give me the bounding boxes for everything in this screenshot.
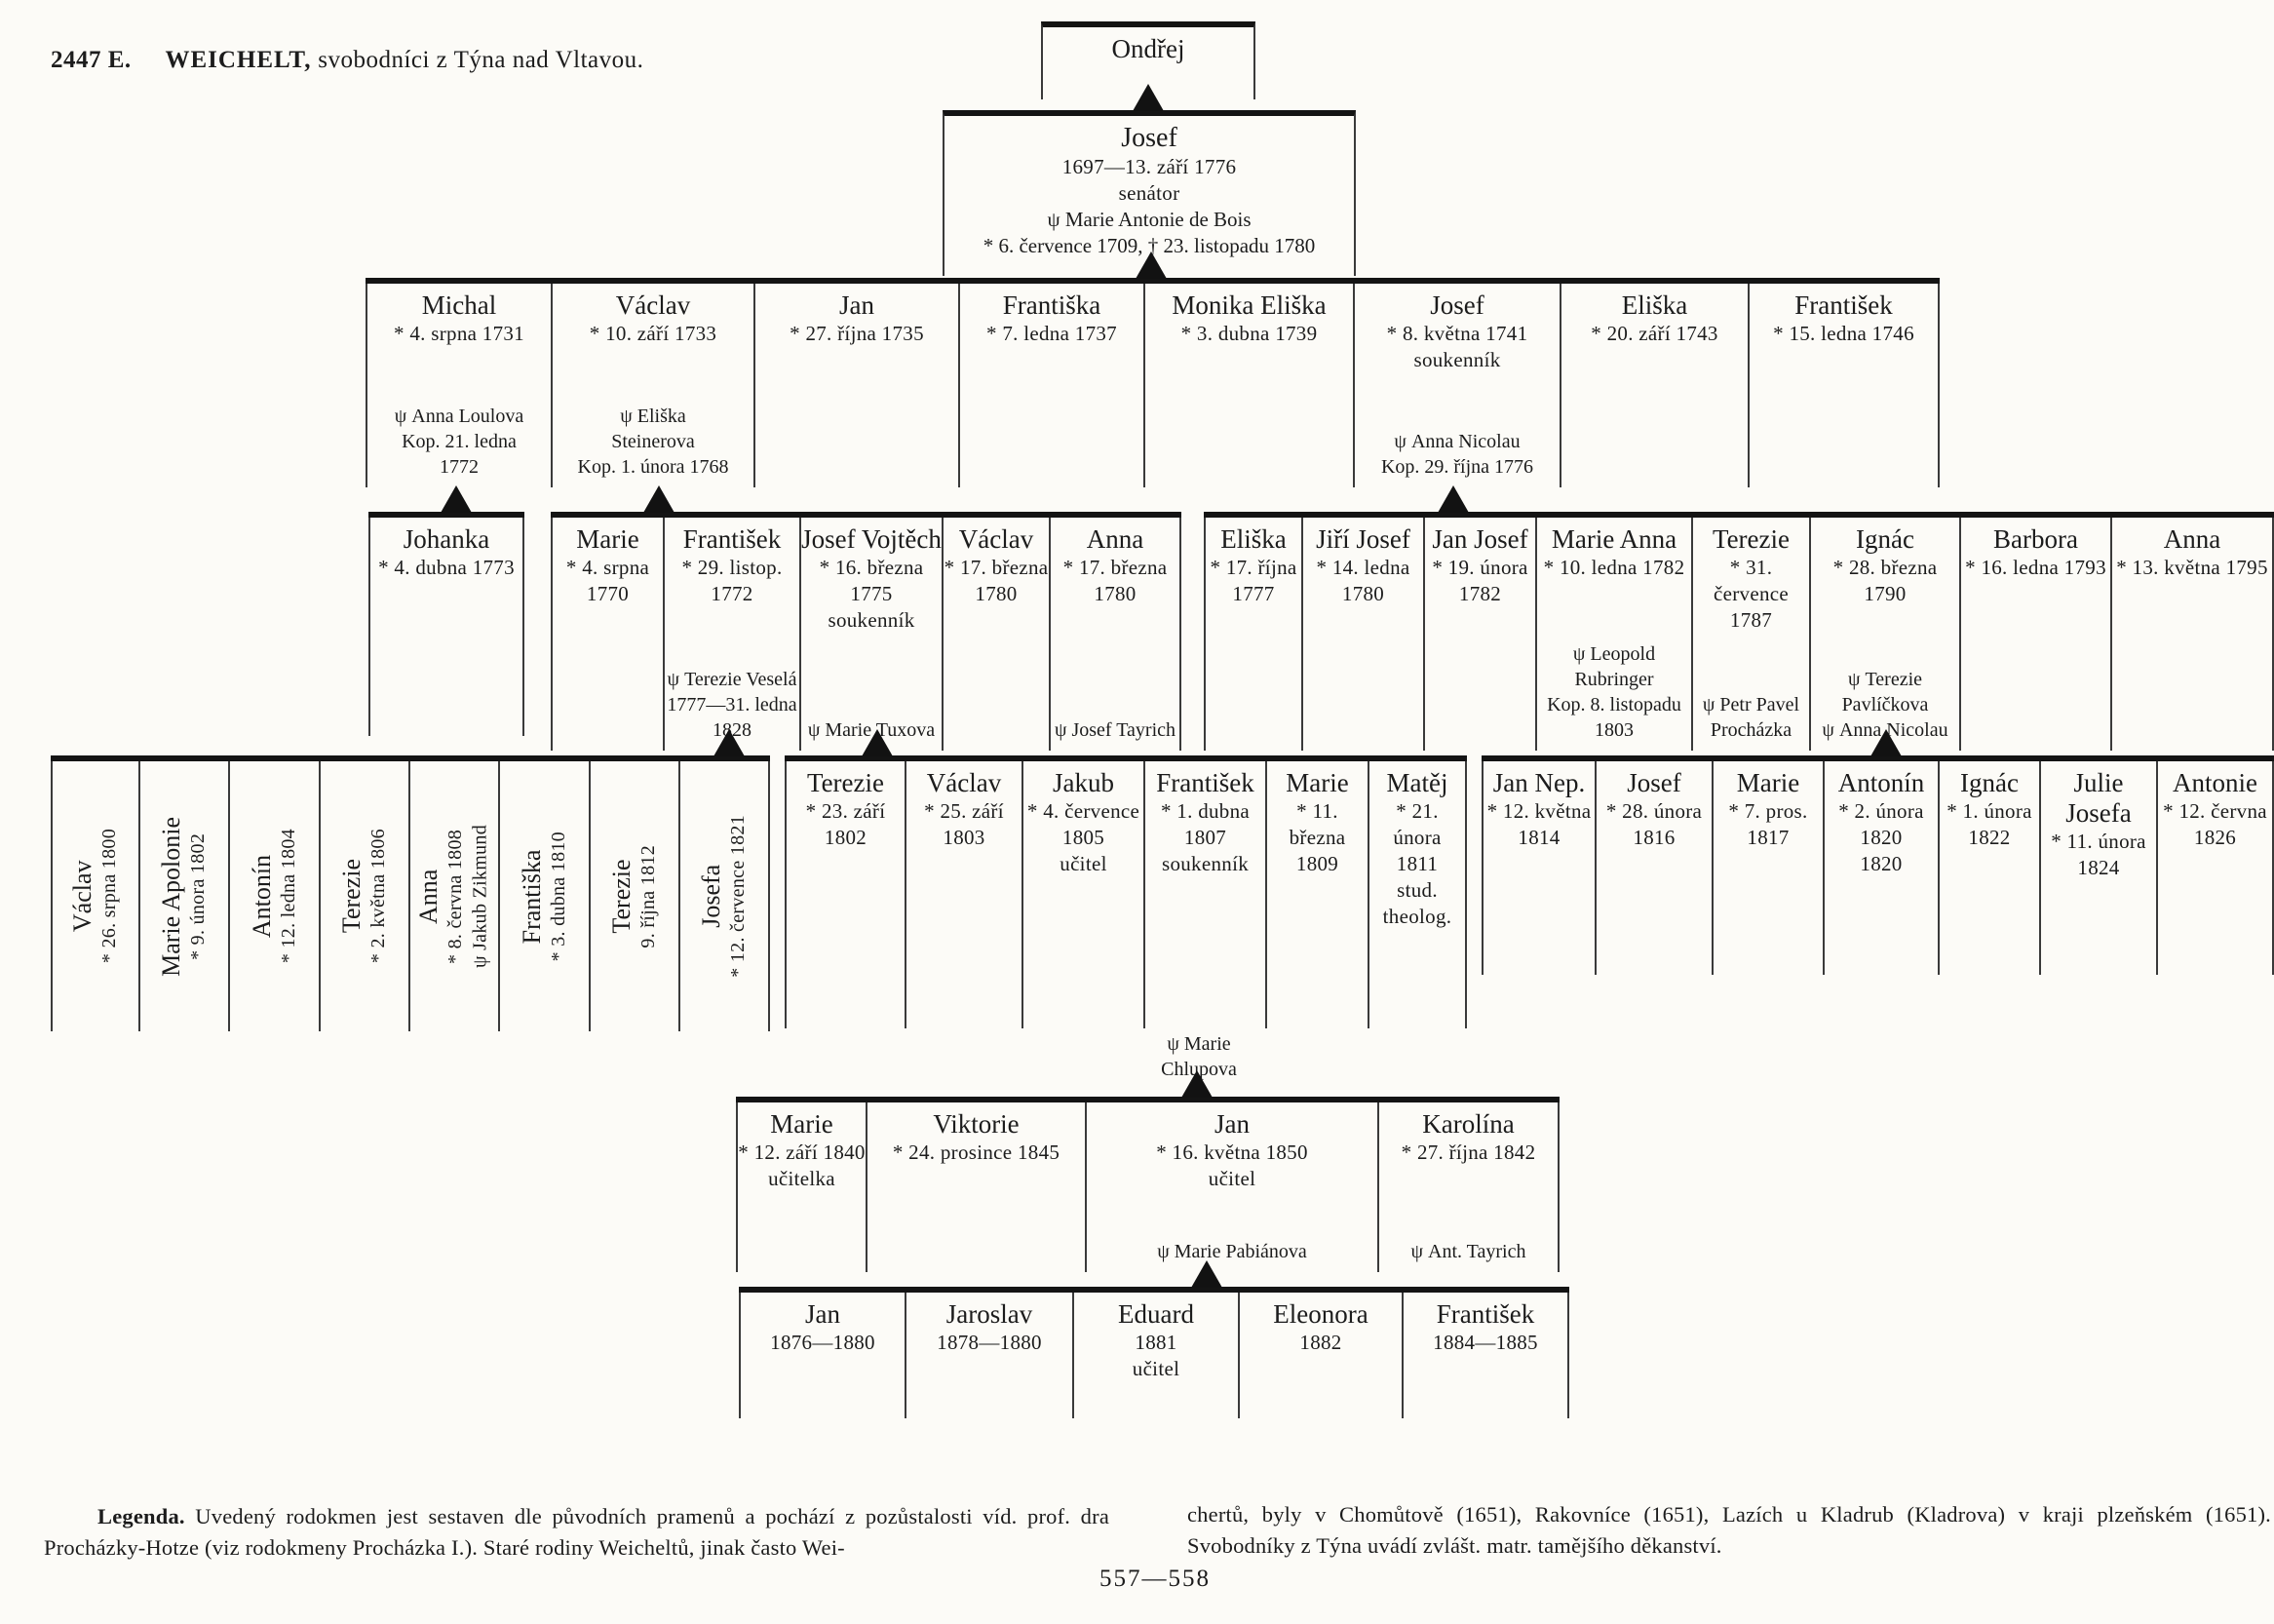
person-cell (1597, 761, 1714, 975)
spouse-note: ψ Terezie Veselá 1777—31. ledna 1828 (667, 669, 797, 741)
person-detail: * 28. března 1790 (1832, 556, 1938, 605)
person-detail: senátor (1118, 181, 1180, 206)
spouse-note: ψ Leopold Rubringer Kop. 8. listopadu 1803 (1547, 643, 1681, 741)
person-name: František (1794, 290, 1893, 320)
person-cell (1750, 284, 1940, 487)
person-detail: * 9. února 1802 (187, 832, 210, 960)
person-detail: * 11. března (1289, 799, 1346, 849)
person-name: Antonín (247, 854, 276, 939)
person-detail: * 8. května 1741 (1386, 322, 1528, 346)
person-cell (1267, 761, 1369, 1028)
person-cell (500, 761, 591, 1031)
person-name: Františka (517, 849, 546, 944)
person-cell (51, 761, 140, 1031)
person-name: Anna (2163, 524, 2221, 554)
person-detail: * 23. září 1802 (805, 799, 886, 849)
person-detail: * 12. září 1840 (738, 1141, 866, 1165)
person-detail: učitel (1060, 851, 1107, 875)
person-name: Václav (958, 524, 1034, 554)
descent-triangle-icon (713, 729, 745, 756)
person-name: Ignác (1856, 524, 1914, 554)
person-detail: 1820 (1860, 851, 1903, 875)
person-name: Terezie (806, 768, 885, 797)
person-cell (1537, 518, 1693, 751)
person-cell (1714, 761, 1825, 975)
person-detail: 1811 (1396, 851, 1439, 875)
person-cell (366, 284, 553, 487)
person-detail: * 16. ledna 1793 (1965, 556, 2106, 580)
person-name: Marie (1736, 768, 1800, 797)
person-detail: * 21. února (1393, 799, 1442, 849)
person-detail: učitel (1208, 1166, 1256, 1190)
person-detail: 1697—13. září 1776 (1061, 155, 1237, 179)
person-cell (1145, 761, 1267, 1028)
person-cell (1961, 518, 2112, 751)
person-detail: * 1. dubna (1160, 799, 1251, 824)
person-detail: * 19. února (1432, 556, 1528, 580)
person-detail: 1809 (1295, 851, 1339, 875)
person-detail: ψ Jakub Zikmund (469, 824, 491, 968)
person-cell (867, 1102, 1087, 1272)
person-detail: * 20. září 1743 (1591, 322, 1718, 346)
person-detail: 1881 (1135, 1331, 1177, 1355)
person-detail: * 28. února (1605, 799, 1703, 824)
person-detail: stud. theolog. (1382, 877, 1452, 928)
family-name: WEICHELT, (165, 47, 312, 73)
person-detail: soukenník (828, 607, 915, 632)
person-cell (1023, 761, 1145, 1028)
person-detail: * 3. dubna 1739 (1180, 322, 1318, 346)
person-name: Eleonora (1273, 1299, 1368, 1329)
person-cell (680, 761, 770, 1031)
descent-triangle-icon (1438, 485, 1469, 513)
person-cell (591, 761, 680, 1031)
person-cell (1204, 518, 1303, 751)
person-name: Marie Anna (1551, 524, 1677, 554)
descent-triangle-icon (1870, 729, 1902, 756)
spouse-note: ψ Marie Pabiánova (1157, 1241, 1307, 1262)
legend-right: chertů, byly v Chomůtově (1651), Rakovníce (1651), Lazích u Kladrub (Kladrova) v kraji plzeňském (1651). Svobodníky z Týna uvádí zvlášt. matr. tamějšího děkanství. (1187, 1502, 2271, 1558)
person-name: Jan Nep. (1492, 768, 1586, 797)
person-detail: 1780 (975, 581, 1018, 605)
person-name: Karolína (1422, 1109, 1515, 1139)
person-name: Josef (1627, 768, 1681, 797)
person-detail: * 2. května 1806 (367, 829, 390, 964)
person-detail: * 14. ledna (1316, 556, 1410, 580)
person-detail: 1805 (1061, 825, 1105, 849)
spouse-note: ψ Terezie Pavlíčkova ψ Anna Nicolau (1822, 669, 1948, 741)
person-name: Jan (1214, 1109, 1250, 1139)
person-cell (553, 284, 755, 487)
descent-triangle-icon (643, 485, 674, 513)
person-detail: * 26. srpna 1800 (98, 829, 121, 964)
person-detail: * 4. srpna 1731 (394, 322, 524, 346)
person-cell (140, 761, 230, 1031)
page-number: 557—558 (1099, 1566, 1211, 1592)
person-name: Anna (414, 869, 443, 924)
person-detail: * 29. listop. 1772 (681, 556, 783, 605)
person-cell (1369, 761, 1467, 1028)
person-detail: soukenník (1413, 347, 1501, 371)
person-name: Josefa (697, 865, 726, 928)
person-detail: učitel (1132, 1356, 1180, 1380)
person-detail: 1780 (1341, 581, 1385, 605)
person-cell (2158, 761, 2274, 975)
person-name: Antonie (2173, 768, 2257, 797)
person-detail: * 8. června 1808 (444, 829, 467, 964)
person-name: František (1156, 768, 1254, 797)
person-cell (801, 518, 944, 751)
person-cell (1561, 284, 1750, 487)
spouse-note: ψ Anna Nicolau Kop. 29. října 1776 (1380, 431, 1534, 478)
entry-number: 2447 E. (51, 47, 132, 73)
person-cell (906, 761, 1023, 1028)
person-cell (1693, 518, 1811, 751)
person-detail: * 4. dubna 1773 (378, 556, 515, 580)
person-detail: * 2. února 1820 (1838, 799, 1924, 849)
person-detail: * 17. března (944, 556, 1049, 580)
person-detail: 1807 (1183, 825, 1227, 849)
person-name: Josef Vojtěch (801, 524, 942, 554)
person-name: Terezie (607, 859, 636, 934)
person-detail: 1878—1880 (937, 1331, 1042, 1355)
family-group-josefKids (1204, 512, 2274, 751)
person-name: Matěj (1386, 768, 1448, 797)
person-cell (410, 761, 500, 1031)
person-name: Jaroslav (945, 1299, 1033, 1329)
person-name: Jan (805, 1299, 840, 1329)
spouse-note: ψ Petr Pavel Procházka (1702, 694, 1800, 741)
person-cell (785, 761, 906, 1028)
person-cell (1051, 518, 1181, 751)
person-cell (368, 518, 524, 736)
person-name: Jan (839, 290, 874, 320)
spouse-note: ψ Josef Tayrich (1054, 719, 1176, 741)
person-name: Jiří Josef (1316, 524, 1410, 554)
page-subtitle: svobodníci z Týna nad Vltavou. (318, 47, 644, 73)
person-name: Jan Josef (1432, 524, 1528, 554)
person-detail: * 3. dubna 1810 (547, 831, 569, 962)
person-name: František (1436, 1299, 1535, 1329)
person-name: Václav (615, 290, 691, 320)
person-cell (960, 284, 1145, 487)
person-name: Johanka (403, 524, 490, 554)
person-detail: * 25. září 1803 (924, 799, 1004, 849)
person-name: Václav (68, 860, 97, 933)
person-name: Eliška (1621, 290, 1688, 320)
person-cell (1811, 518, 1961, 751)
person-detail: * 4. července (1026, 799, 1140, 824)
spouse-note: ψ Ant. Tayrich (1410, 1241, 1526, 1262)
person-detail: * 31. července (1714, 556, 1789, 605)
person-name: Eduard (1118, 1299, 1194, 1329)
person-cell (1825, 761, 1940, 975)
person-detail: * 16. března 1775 (819, 556, 924, 605)
person-name: Marie (576, 524, 639, 554)
family-group-michalKids (368, 512, 524, 736)
person-detail: * 17. března 1780 (1062, 556, 1168, 605)
person-cell (1303, 518, 1425, 751)
person-cell (1145, 284, 1355, 487)
person-cell (1425, 518, 1537, 751)
person-detail: 1782 (1458, 581, 1502, 605)
person-name: Antonín (1837, 768, 1925, 797)
person-name: Eliška (1220, 524, 1287, 554)
person-cell (944, 518, 1051, 751)
person-cell (736, 1102, 867, 1272)
person-detail: učitelka (768, 1166, 835, 1190)
person-name: Františka (1002, 290, 1101, 320)
person-detail: 1814 (1518, 825, 1561, 849)
person-cell (551, 518, 665, 751)
person-name: Marie (770, 1109, 833, 1139)
person-name: Ondřej (1111, 34, 1185, 63)
person-name: Monika Eliška (1172, 290, 1327, 320)
person-detail: * 13. května 1795 (2116, 556, 2268, 580)
person-cell (2041, 761, 2158, 975)
person-detail: * 11. února (2051, 830, 2146, 854)
spouse-note: ψ Eliška Steinerova Kop. 1. února 1768 (577, 406, 729, 478)
family-group-chlupovaKids (736, 1097, 1560, 1272)
person-detail: 1826 (2193, 825, 2237, 849)
family-group-gen2 (366, 278, 1940, 487)
person-cell (739, 1293, 906, 1418)
person-detail: * 10. ledna 1782 (1543, 556, 1685, 580)
person-name: Marie (1286, 768, 1349, 797)
person-detail: * 1. února 1822 (1946, 799, 2032, 849)
person-name: Michal (421, 290, 497, 320)
person-cell (755, 284, 960, 487)
person-detail: 1824 (2077, 855, 2120, 879)
person-detail: * 27. října 1842 (1401, 1141, 1536, 1165)
descent-triangle-icon (1136, 251, 1167, 279)
person-name: Jakub (1053, 768, 1114, 797)
person-name: Viktorie (933, 1109, 1020, 1139)
descent-triangle-icon (1133, 84, 1164, 111)
family-group-frantisekKids (51, 755, 770, 1031)
legend-left: Legenda. Uvedený rodokmen jest sestaven dle původních pramenů a pochází z pozůstalosti víd. prof. dra Procházky-Hotze (viz rodokmeny Procházka I.). Staré rodiny Weicheltů, jinak často Wei- (44, 1504, 1110, 1560)
person-name: Barbora (1993, 524, 2078, 554)
person-detail: * 10. září 1733 (589, 322, 717, 346)
person-cell (1379, 1102, 1560, 1272)
person-name: Ignác (1960, 768, 2019, 797)
person-cell (665, 518, 801, 751)
person-detail: * 7. ledna 1737 (986, 322, 1117, 346)
person-cell (1482, 761, 1597, 975)
person-detail: * 12. července 1821 (727, 815, 750, 978)
person-name: Josef (1430, 290, 1484, 320)
family-group-vojtechKids (785, 755, 1467, 1028)
person-cell (1074, 1293, 1240, 1418)
person-detail: * 7. pros. 1817 (1728, 799, 1808, 849)
person-name: František (682, 524, 782, 554)
person-cell (1404, 1293, 1569, 1418)
person-cell (1087, 1102, 1379, 1272)
person-detail: 1787 (1729, 607, 1773, 632)
person-cell (1940, 761, 2041, 975)
person-cell (230, 761, 321, 1031)
page-title (51, 47, 643, 74)
descent-triangle-icon (1181, 1070, 1213, 1098)
person-detail: * 27. října 1735 (790, 322, 924, 346)
person-detail: 1876—1880 (770, 1331, 875, 1355)
person-detail: * 15. ledna 1746 (1773, 322, 1914, 346)
descent-triangle-icon (441, 485, 472, 513)
person-cell (321, 761, 410, 1031)
descent-triangle-icon (862, 729, 893, 756)
person-detail: * 12. května (1486, 799, 1592, 824)
legend-label: Legenda. (97, 1504, 185, 1528)
person-detail: 1882 (1299, 1331, 1342, 1355)
person-detail: * 17. října 1777 (1210, 556, 1297, 605)
person-detail: 9. října 1812 (637, 844, 660, 948)
family-group-vaclavKids (551, 512, 1181, 751)
person-name: Julie Josefa (2065, 768, 2132, 829)
person-detail: * 12. ledna 1804 (277, 829, 299, 964)
spouse-note: ψ Marie Tuxova (807, 719, 936, 741)
person-detail: * 12. června (2163, 799, 2267, 824)
descent-triangle-icon (1191, 1260, 1222, 1288)
person-cell (2112, 518, 2274, 751)
person-detail: * 16. května 1850 (1156, 1141, 1308, 1165)
spouse-note: ψ Marie Chlupova (1161, 1033, 1237, 1080)
person-detail: soukenník (1161, 851, 1250, 875)
person-name: Václav (926, 768, 1002, 797)
person-name: Marie Apolonie (157, 816, 186, 977)
person-name: Terezie (337, 859, 366, 934)
person-detail: 1884—1885 (1433, 1331, 1538, 1355)
person-detail: * 4. srpna 1770 (565, 556, 650, 605)
person-cell (1240, 1293, 1404, 1418)
person-detail: 1816 (1633, 825, 1676, 849)
person-detail: * 24. prosince 1845 (892, 1141, 1060, 1165)
spouse-note: ψ Marie Antonie de Bois * 6. července 1709, † 23. listopadu 1780 (983, 207, 1316, 258)
family-group-janKids (739, 1287, 1569, 1418)
family-group-ignacKids (1482, 755, 2274, 975)
spouse-note: ψ Anna Loulova Kop. 21. ledna 1772 (394, 406, 524, 478)
person-cell (906, 1293, 1074, 1418)
person-cell (1355, 284, 1561, 487)
person-name: Terezie (1712, 524, 1791, 554)
person-name: Josef (1121, 123, 1177, 153)
person-name: Anna (1086, 524, 1144, 554)
